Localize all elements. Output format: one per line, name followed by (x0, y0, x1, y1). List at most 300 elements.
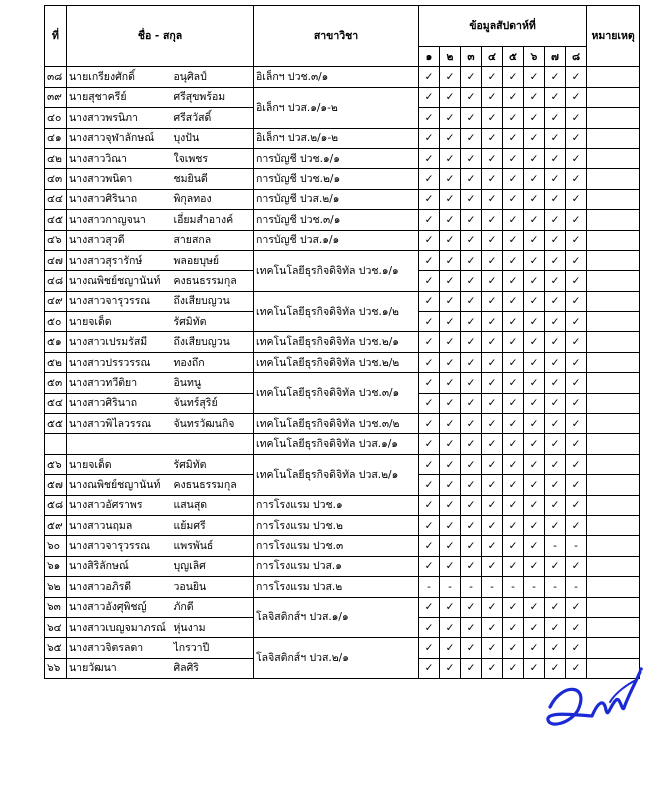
week-check: ✓ (482, 169, 503, 189)
row-number: ๖๑ (45, 556, 67, 576)
week-check: - (461, 577, 482, 597)
week-check: ✓ (419, 597, 440, 617)
first-name: นางสาวอภิรดี (67, 577, 172, 597)
week-check: ✓ (461, 495, 482, 515)
remark-cell (587, 67, 640, 87)
remark-cell (587, 87, 640, 107)
row-number: ๕๔ (45, 393, 67, 413)
last-name: ศิลศิริ (172, 658, 254, 678)
week-check: ✓ (545, 352, 566, 372)
major-cell (254, 454, 419, 495)
remark-cell (587, 393, 640, 413)
table-row (45, 169, 640, 189)
column-header-name: ชื่อ - สกุล (67, 6, 254, 67)
week-check: ✓ (545, 597, 566, 617)
week-check: ✓ (461, 210, 482, 230)
week-check: ✓ (461, 108, 482, 128)
week-check: ✓ (440, 475, 461, 495)
week-check: ✓ (461, 250, 482, 270)
week-check: ✓ (461, 658, 482, 678)
major-label: เทคโนโลยีธุรกิจดิจิทัล ปวช.๑/๒ (256, 305, 399, 318)
week-check: ✓ (419, 556, 440, 576)
week-check: ✓ (524, 536, 545, 556)
week-check: ✓ (524, 393, 545, 413)
last-name: อนุศิลป์ (172, 67, 254, 87)
week-check: ✓ (503, 148, 524, 168)
week-check: ✓ (482, 128, 503, 148)
table-row (45, 454, 640, 474)
week-check: ✓ (503, 210, 524, 230)
table-row (45, 250, 640, 270)
first-name: นางสาวศิรินาถ (67, 189, 172, 209)
week-check: ✓ (461, 67, 482, 87)
row-number: ๕๐ (45, 312, 67, 332)
major-label: การโรงแรม ปวช.๑ (256, 499, 343, 512)
week-check: ✓ (566, 148, 587, 168)
week-check: ✓ (440, 108, 461, 128)
first-name: นางสาวจุฬาลักษณ์ (67, 128, 172, 148)
first-name: นายวัฒนา (67, 658, 172, 678)
last-name: ชมยินดี (172, 169, 254, 189)
week-check: ✓ (482, 291, 503, 311)
week-check: - (440, 577, 461, 597)
week-check: ✓ (482, 536, 503, 556)
table-row (45, 352, 640, 372)
week-check: ✓ (482, 332, 503, 352)
remark-cell (587, 434, 640, 454)
week-check: ✓ (545, 414, 566, 434)
remark-cell (587, 271, 640, 291)
week-check: - (566, 577, 587, 597)
week-check: ✓ (566, 373, 587, 393)
week-check: ✓ (503, 475, 524, 495)
week-check: ✓ (545, 108, 566, 128)
week-check: ✓ (440, 169, 461, 189)
week-check: ✓ (440, 556, 461, 576)
remark-cell (587, 128, 640, 148)
first-name: นางสาวจารุวรรณ (67, 291, 172, 311)
week-check: ✓ (419, 128, 440, 148)
week-check: ✓ (419, 638, 440, 658)
first-name: นางสาวอังศุพิชญ์ (67, 597, 172, 617)
row-number: ๔๗ (45, 250, 67, 270)
table-row (45, 87, 640, 107)
last-name: จันทร์สุริย์ (172, 393, 254, 413)
week-check: ✓ (419, 617, 440, 637)
major-cell (254, 169, 419, 189)
week-check: ✓ (482, 638, 503, 658)
week-check: ✓ (524, 230, 545, 250)
week-check: ✓ (566, 312, 587, 332)
table-row (45, 291, 640, 311)
week-check: ✓ (524, 169, 545, 189)
week-check: ✓ (482, 108, 503, 128)
major-label: การบัญชี ปวช.๑/๑ (256, 152, 340, 165)
major-label: การโรงแรม ปวส.๒ (256, 580, 343, 593)
remark-cell (587, 352, 640, 372)
week-check: ✓ (566, 108, 587, 128)
week-check: ✓ (503, 434, 524, 454)
week-check: ✓ (482, 373, 503, 393)
last-name: คงธนธรรมกุล (172, 475, 254, 495)
week-check: ✓ (566, 352, 587, 372)
week-check: ✓ (461, 515, 482, 535)
first-name (67, 434, 172, 454)
major-label: เทคโนโลยีธุรกิจดิจิทัล ปวช.๓/๑ (256, 387, 400, 400)
week-check: ✓ (545, 638, 566, 658)
first-name: นางสาวพรนิภา (67, 108, 172, 128)
first-name: นางสาวศิรินาถ (67, 393, 172, 413)
week-check: ✓ (482, 250, 503, 270)
week-check: ✓ (545, 454, 566, 474)
major-label: การบัญชี ปวช.๓/๑ (256, 213, 341, 226)
week-check: ✓ (524, 67, 545, 87)
week-check: ✓ (482, 495, 503, 515)
week-check: ✓ (545, 495, 566, 515)
row-number: ๕๕ (45, 414, 67, 434)
week-check: ✓ (503, 393, 524, 413)
week-check: ✓ (566, 597, 587, 617)
major-cell (254, 87, 419, 128)
week-check: ✓ (545, 271, 566, 291)
remark-cell (587, 577, 640, 597)
week-check: ✓ (566, 271, 587, 291)
week-check: ✓ (566, 495, 587, 515)
remark-cell (587, 148, 640, 168)
week-check: ✓ (440, 454, 461, 474)
week-check: ✓ (419, 148, 440, 168)
row-number: ๕๖ (45, 454, 67, 474)
week-check: ✓ (419, 67, 440, 87)
week-check: ✓ (524, 271, 545, 291)
last-name: คงธนธรรมกุล (172, 271, 254, 291)
week-check: ✓ (440, 189, 461, 209)
week-check: ✓ (566, 393, 587, 413)
table-row (45, 373, 640, 393)
row-number: ๖๓ (45, 597, 67, 617)
table-row (45, 332, 640, 352)
remark-cell (587, 454, 640, 474)
week-check: ✓ (524, 597, 545, 617)
week-check: ✓ (419, 271, 440, 291)
week-check: ✓ (419, 291, 440, 311)
major-cell (254, 556, 419, 576)
first-name: นางสาวเบญจมาภรณ์ (67, 617, 172, 637)
major-cell (254, 414, 419, 434)
week-check: ✓ (461, 128, 482, 148)
week-check: ✓ (503, 312, 524, 332)
week-check: ✓ (440, 250, 461, 270)
remark-cell (587, 536, 640, 556)
week-check: ✓ (545, 312, 566, 332)
week-check: ✓ (524, 373, 545, 393)
week-check: ✓ (503, 67, 524, 87)
week-check: ✓ (503, 250, 524, 270)
major-cell (254, 250, 419, 291)
week-check: ✓ (503, 189, 524, 209)
week-check: ✓ (419, 515, 440, 535)
week-check: ✓ (440, 495, 461, 515)
week-check: ✓ (440, 291, 461, 311)
major-label: เทคโนโลยีธุรกิจดิจิทัล ปวช.๓/๒ (256, 417, 400, 430)
last-name: รัศมิทัต (172, 312, 254, 332)
week-check: ✓ (440, 230, 461, 250)
week-check: ✓ (419, 189, 440, 209)
first-name: นางณพิชย์ชญานันท์ (67, 475, 172, 495)
row-number: ๔๒ (45, 148, 67, 168)
first-name: นางสาวจิตรลดา (67, 638, 172, 658)
last-name: บุงปัน (172, 128, 254, 148)
first-name: นางสาวปรรวรรณ (67, 352, 172, 372)
week-check: ✓ (440, 332, 461, 352)
week-check: ✓ (545, 393, 566, 413)
first-name: นางสาวจารุวรรณ (67, 536, 172, 556)
major-cell (254, 352, 419, 372)
week-check: ✓ (440, 638, 461, 658)
first-name: นางสาวทวีติยา (67, 373, 172, 393)
week-check: ✓ (524, 210, 545, 230)
week-check: ✓ (545, 556, 566, 576)
week-check: ✓ (440, 658, 461, 678)
week-check: ✓ (461, 556, 482, 576)
week-check: ✓ (545, 148, 566, 168)
last-name: ศรีสวัสดิ์ (172, 108, 254, 128)
first-name: นายจเด็ด (67, 454, 172, 474)
week-check: ✓ (461, 169, 482, 189)
row-number: ๖๔ (45, 617, 67, 637)
first-name: นางสาวพิไลวรรณ (67, 414, 172, 434)
first-name: นายเกรียงศักดิ์ (67, 67, 172, 87)
row-number: ๔๕ (45, 210, 67, 230)
week-check: ✓ (461, 638, 482, 658)
first-name: นางสาวนฤมล (67, 515, 172, 535)
week-check: ✓ (545, 250, 566, 270)
week-check: ✓ (440, 352, 461, 372)
table-row (45, 210, 640, 230)
last-name: อินทนู (172, 373, 254, 393)
table-row (45, 230, 640, 250)
last-name: วอนยิน (172, 577, 254, 597)
row-number: ๖๕ (45, 638, 67, 658)
week-check: ✓ (545, 67, 566, 87)
remark-cell (587, 169, 640, 189)
week-check: ✓ (440, 271, 461, 291)
week-check: ✓ (482, 597, 503, 617)
week-check: ✓ (566, 475, 587, 495)
remark-cell (587, 638, 640, 658)
week-check: ✓ (461, 312, 482, 332)
last-name: ไกรวาปี (172, 638, 254, 658)
major-label: การบัญชี ปวส.๒/๑ (256, 193, 340, 206)
first-name: นางณพิชย์ชญานันท์ (67, 271, 172, 291)
week-check: ✓ (461, 148, 482, 168)
column-header-no: ที่ (45, 6, 67, 67)
week-check: ✓ (524, 148, 545, 168)
week-check: ✓ (545, 230, 566, 250)
week-check: ✓ (503, 638, 524, 658)
week-check: ✓ (440, 393, 461, 413)
week-check: ✓ (566, 67, 587, 87)
week-check: - (482, 577, 503, 597)
week-check: ✓ (524, 414, 545, 434)
week-check: ✓ (461, 373, 482, 393)
week-check: ✓ (503, 495, 524, 515)
last-name: ใจเพชร (172, 148, 254, 168)
week-check: ✓ (566, 291, 587, 311)
week-check: ✓ (419, 414, 440, 434)
week-check: ✓ (482, 434, 503, 454)
major-label: การโรงแรม ปวช.๓ (256, 540, 344, 553)
first-name: นางสาวพนิดา (67, 169, 172, 189)
major-label: เทคโนโลยีธุรกิจดิจิทัล ปวส.๑/๑ (256, 438, 398, 451)
major-label: เทคโนโลยีธุรกิจดิจิทัล ปวช.๒/๑ (256, 336, 399, 349)
row-number: ๔๐ (45, 108, 67, 128)
week-check: ✓ (482, 210, 503, 230)
table-row (45, 434, 640, 454)
week-check: ✓ (566, 617, 587, 637)
week-check: ✓ (503, 373, 524, 393)
remark-cell (587, 189, 640, 209)
week-check: ✓ (545, 87, 566, 107)
week-check: - (503, 577, 524, 597)
major-label: เทคโนโลยีธุรกิจดิจิทัล ปวช.๑/๑ (256, 264, 399, 277)
week-check: ✓ (461, 87, 482, 107)
row-number: ๕๓ (45, 373, 67, 393)
week-check: ✓ (566, 230, 587, 250)
last-name: สายสกล (172, 230, 254, 250)
first-name: นายจเด็ด (67, 312, 172, 332)
week-check: ✓ (566, 189, 587, 209)
row-number: ๕๗ (45, 475, 67, 495)
week-check: - (566, 536, 587, 556)
row-number: ๕๑ (45, 332, 67, 352)
remark-cell (587, 210, 640, 230)
week-check: ✓ (419, 169, 440, 189)
last-name: ทองถึก (172, 352, 254, 372)
first-name: นางสิริลักษณ์ (67, 556, 172, 576)
week-check: ✓ (566, 454, 587, 474)
week-check: ✓ (482, 658, 503, 678)
week-check: ✓ (524, 454, 545, 474)
week-check: ✓ (482, 271, 503, 291)
last-name: หุ่นงาม (172, 617, 254, 637)
week-check: ✓ (482, 230, 503, 250)
major-cell (254, 210, 419, 230)
weekly-attendance-table (44, 5, 640, 679)
week-check: ✓ (482, 67, 503, 87)
row-number: ๔๖ (45, 230, 67, 250)
week-check: ✓ (545, 475, 566, 495)
remark-cell (587, 475, 640, 495)
week-check: ✓ (440, 536, 461, 556)
week-check: ✓ (461, 536, 482, 556)
row-number: ๕๒ (45, 352, 67, 372)
last-name: ถึงเสียบญวน (172, 291, 254, 311)
first-name: นางสาววิณา (67, 148, 172, 168)
column-header-week: ๑ (419, 47, 440, 67)
week-check: ✓ (440, 87, 461, 107)
week-check: ✓ (482, 617, 503, 637)
remark-cell (587, 556, 640, 576)
table-row (45, 128, 640, 148)
table-row (45, 556, 640, 576)
table-row (45, 148, 640, 168)
week-check: ✓ (419, 352, 440, 372)
major-label: การโรงแรม ปวส.๑ (256, 560, 342, 573)
column-header-week: ๗ (545, 47, 566, 67)
major-cell (254, 67, 419, 87)
row-number: ๖๐ (45, 536, 67, 556)
week-check: ✓ (524, 87, 545, 107)
remark-cell (587, 108, 640, 128)
week-check: ✓ (482, 393, 503, 413)
week-check: ✓ (524, 434, 545, 454)
column-header-weekly: ข้อมูลสัปดาห์ที่ (419, 6, 587, 47)
week-check: ✓ (566, 332, 587, 352)
week-check: ✓ (503, 87, 524, 107)
week-check: ✓ (461, 434, 482, 454)
week-check: ✓ (503, 454, 524, 474)
row-number (45, 434, 67, 454)
week-check: ✓ (461, 189, 482, 209)
week-check: ✓ (545, 291, 566, 311)
first-name: นางสาวเปรมรัสมี (67, 332, 172, 352)
column-header-remark: หมายเหตุ (587, 6, 640, 67)
table-row (45, 515, 640, 535)
week-check: ✓ (545, 128, 566, 148)
major-cell (254, 189, 419, 209)
week-check: ✓ (566, 250, 587, 270)
week-check: ✓ (503, 617, 524, 637)
week-check: ✓ (566, 515, 587, 535)
row-number: ๖๖ (45, 658, 67, 678)
week-check: ✓ (440, 434, 461, 454)
week-check: ✓ (482, 148, 503, 168)
row-number: ๔๑ (45, 128, 67, 148)
week-check: ✓ (503, 169, 524, 189)
week-check: ✓ (545, 373, 566, 393)
week-check: ✓ (440, 67, 461, 87)
week-check: ✓ (503, 414, 524, 434)
table-row (45, 638, 640, 658)
week-check: ✓ (524, 515, 545, 535)
week-check: ✓ (440, 148, 461, 168)
table-row (45, 67, 640, 87)
week-check: ✓ (545, 189, 566, 209)
week-check: ✓ (461, 230, 482, 250)
week-check: ✓ (482, 454, 503, 474)
week-check: ✓ (545, 434, 566, 454)
row-number: ๔๓ (45, 169, 67, 189)
week-check: ✓ (419, 434, 440, 454)
week-check: ✓ (482, 87, 503, 107)
week-check: ✓ (419, 373, 440, 393)
row-number: ๖๒ (45, 577, 67, 597)
column-header-week: ๓ (461, 47, 482, 67)
week-check: ✓ (524, 617, 545, 637)
table-row (45, 189, 640, 209)
major-label: การบัญชี ปวส.๑/๑ (256, 234, 340, 247)
week-check: ✓ (545, 515, 566, 535)
week-check: ✓ (503, 128, 524, 148)
last-name: พิกุลทอง (172, 189, 254, 209)
major-cell (254, 638, 419, 679)
week-check: ✓ (461, 454, 482, 474)
week-check: - (545, 577, 566, 597)
week-check: ✓ (503, 352, 524, 372)
week-check: ✓ (482, 475, 503, 495)
week-check: ✓ (440, 515, 461, 535)
